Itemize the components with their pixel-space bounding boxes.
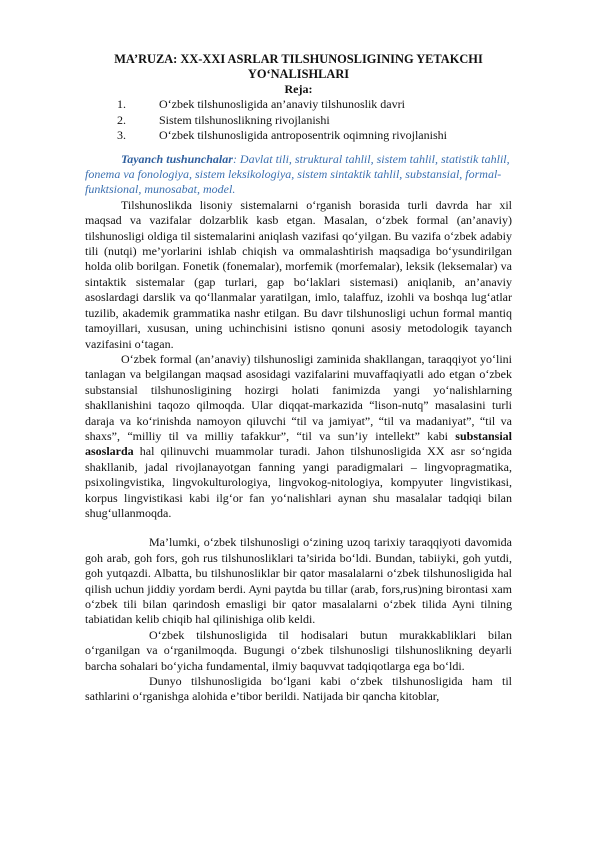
list-item: [85, 113, 512, 128]
plan-item-number: 3.: [117, 128, 126, 143]
plan-item-number: 2.: [117, 112, 126, 127]
paragraph-2-text-a: O‘zbek formal (an’anaviy) tilshunosligi zaminida shakllangan, taraqqiyot yo‘lini tanlagan va belgilangan maqsad asosidagi vazifalarini muvaffaqiyatli ado etgan o‘zbek substansial tilshunosligining hozirgi holati fanimizda yangi yo‘nalishlarning shakllanishini taqozo qilmoqda. Ular diqqat-markazida “lison-nutq” masalasini turli daraja va ko‘rinishda namoyon qiluvchi “til va jamiyat”, “til va madaniyat”, “til va shaxs”, “milliy til va milliy tafakkur”, “til va sun’iy intellekt” kabi: [85, 351, 512, 443]
key-terms-text: : Davlat tili, struktural tahlil, sistem tahlil, statistik tahlil, fonema va fonologiya, sistem leksikologiya, sistem sintaktik tahlil, substansial, formal-funktsional, munosabat, model.: [85, 151, 510, 197]
plan-item-text: Sistem tilshunoslikning rivojlanishi: [159, 112, 330, 127]
key-terms-lead: Tayanch tushunchalar: [121, 151, 233, 166]
lecture-title: [85, 52, 512, 82]
plan-item-text: O‘zbek tilshunosligida an’anaviy tilshunoslik davri: [159, 97, 405, 112]
paragraph-2: [85, 352, 512, 521]
title-line-1: MA’RUZA: XX-XXI ASRLAR TILSHUNOSLIGINING YETAKCHI: [114, 52, 483, 66]
paragraph-2-text-b: hal qilinuvchi muammolar turadi. Jahon tilshunosligida XX asr so‘ngida shakllanib, jadal rivojlanayotgan fanning yangi paradigmalari – lingvopragmatika, psixolingvistika, lingvokulturologiya, lingvokog-nitologiya, kompyuter lingvistikasi, korpus lingvistikasi kabi ilg‘or fan yo‘nalishlari aynan shu masalalar tadqiqi bilan shug‘ullanmoqda.: [85, 444, 512, 520]
plan-list: [85, 97, 512, 143]
plan-item-number: 1.: [117, 97, 126, 112]
paragraph-1: Tilshunoslikda lisoniy sistemalarni o‘rganish borasida turli davrda har xil maqsad va vazifalar dolzarblik kasb etgan. Masalan, o‘zbek formal (an’anaviy) tilshunosligi oldiga til sistemalarini aniqlash vazifasi qo‘yilgan. Bu vazifa o‘zbek adabiy tili (nutqi) me’yorlarini ishlab chiqish va ommalashtirish maqsadiga bo‘ysundirilgan holda olib borilgan. Fonetik (fonemalar), morfemik (morfemalar), leksik (leksemalar) va sintaktik sistemalar (gap turlari, gap bo‘laklari sistemasi) aniqlanib, an’anaviy asoslardagi darslik va qo‘llanmalar yaratilgan, imlo, talaffuz, izohli va boshqa lug‘atlar tuzilib, akademik grammatika nashr etilgan. Bu davr tilshunosligi uchun formal mantiq tamoyillari, xususan, uning uchinchisini istisno qonuni asosiy metodologik tayanch vazifasini o‘tagan.: [85, 197, 512, 351]
plan-item-text: O‘zbek tilshunosligida antroposentrik oqimning rivojlanishi: [159, 128, 447, 143]
paragraph-3: Ma’lumki, o‘zbek tilshunosligi o‘zining uzoq tarixiy taraqqiyoti davomida goh arab, goh fors, goh rus tilshunosliklari ta’sirida bo‘ldi. Bundan, tabiiyki, goh yutdi, goh yutqazdi. Albatta, bu tilshunosliklar bir qator masalalarni o‘zbek tilshunosligida hal qilish uchun jiddiy yordam berdi. Ayni paytda bu tillar (arab, fors,rus)ning birontasi xam o‘zbek tili bilan qarindosh emasligi bir qator masalalarni o‘zbek tilida Ayni tilning tabiatidan kelib chiqib hal qilinishiga olib keldi.: [85, 535, 512, 627]
title-line-2: YO‘NALISHLARI: [247, 67, 350, 81]
paragraph-5: Dunyo tilshunosligida bo‘lgani kabi o‘zbek tilshunosligida ham til sathlarini o‘rganishga alohida e’tibor berildi. Natijada bir qancha kitoblar,: [85, 674, 512, 704]
list-item: [85, 97, 512, 112]
list-item: [85, 128, 512, 143]
lecture-page: [85, 52, 512, 705]
plan-heading: Reja:: [284, 82, 313, 96]
paragraph-2-bold: substansial asoslarda: [85, 428, 512, 459]
key-terms: [85, 152, 512, 198]
paragraph-4: O‘zbek tilshunosligida til hodisalari butun murakkabliklari bilan o‘rganilgan va o‘rganilmoqda. Bugungi o‘zbek tilshunosligi tilshunoslikning deyarli barcha sohalari bo‘yicha fundamental, ilmiy baquvvat tadqiqotlarga ega bo‘ldi.: [85, 627, 512, 673]
